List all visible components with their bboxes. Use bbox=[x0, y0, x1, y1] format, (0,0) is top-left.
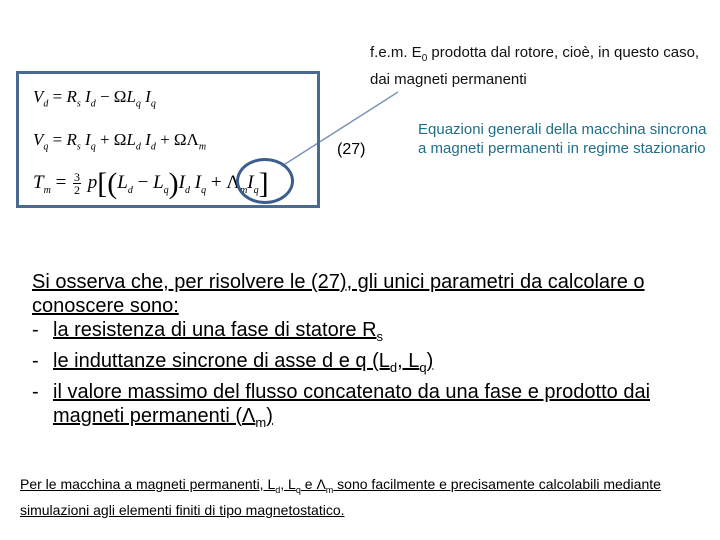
main-intro: Si osserva che, per risolvere le (27), gli unici parametri da calcolare o conoscere sono: bbox=[32, 271, 645, 317]
item-text: , L bbox=[397, 350, 420, 372]
note-sub: q bbox=[295, 484, 301, 495]
callout-sub: 0 bbox=[421, 53, 428, 64]
list-item-resistance bbox=[32, 318, 702, 349]
list-item-flux bbox=[32, 380, 702, 435]
callout-text: f.e.m. E bbox=[370, 44, 422, 61]
highlight-circle bbox=[236, 158, 294, 204]
callout-text-end: prodotta dal rotore, cioè, in questo caso, dai magneti permanenti bbox=[370, 44, 700, 88]
item-text: la resistenza di una fase di statore R bbox=[53, 319, 377, 341]
item-sub: d bbox=[389, 360, 398, 375]
note-sub: m bbox=[325, 484, 334, 495]
note-text: , L bbox=[280, 476, 296, 492]
main-text bbox=[32, 270, 702, 435]
equation-torque: $T_m$ = $\frac{3}{2}$ $p[(L_d - L_q)I_d$ $I_q + \Lambda_mI_q$] bbox=[33, 167, 269, 200]
list-item-inductances bbox=[32, 349, 702, 380]
fem-note bbox=[20, 474, 690, 520]
item-sub: m bbox=[255, 415, 267, 430]
note-text: sono facilmente e precisamente calcolabili mediante simulazioni agli elementi finiti di tipo magnetostatico. bbox=[20, 476, 661, 518]
equation-vd: $V_d = R_s$ $I_d - \Omega L_q$ $I_q$ bbox=[33, 87, 156, 110]
list-dash: - bbox=[32, 381, 39, 403]
note-symbol: Λ bbox=[316, 476, 326, 492]
note-text: Per le macchina a magneti permanenti, L bbox=[20, 476, 276, 492]
item-text: ) bbox=[426, 350, 434, 372]
item-text: il valore massimo del flusso concatenato da una fase e prodotto dai magneti permanenti ( bbox=[53, 381, 651, 427]
item-text: le induttanze sincrone di asse d e q (L bbox=[53, 350, 390, 372]
item-text: ) bbox=[266, 405, 273, 427]
equations-description: Equazioni generali della macchina sincrona a magneti permanenti in regime stazionario bbox=[418, 121, 707, 157]
list-dash: - bbox=[32, 319, 39, 341]
item-symbol: Λ bbox=[241, 405, 256, 427]
equation-number: (27) bbox=[337, 141, 366, 158]
item-sub: q bbox=[419, 360, 427, 375]
item-sub: s bbox=[376, 329, 384, 344]
note-text: e bbox=[300, 476, 317, 492]
note-sub: d bbox=[275, 484, 281, 495]
list-dash: - bbox=[32, 350, 39, 372]
equation-vq: $V_q = R_s$ $I_q + \Omega L_d$ $I_d + \Omega\Lambda_m$ bbox=[33, 130, 207, 153]
